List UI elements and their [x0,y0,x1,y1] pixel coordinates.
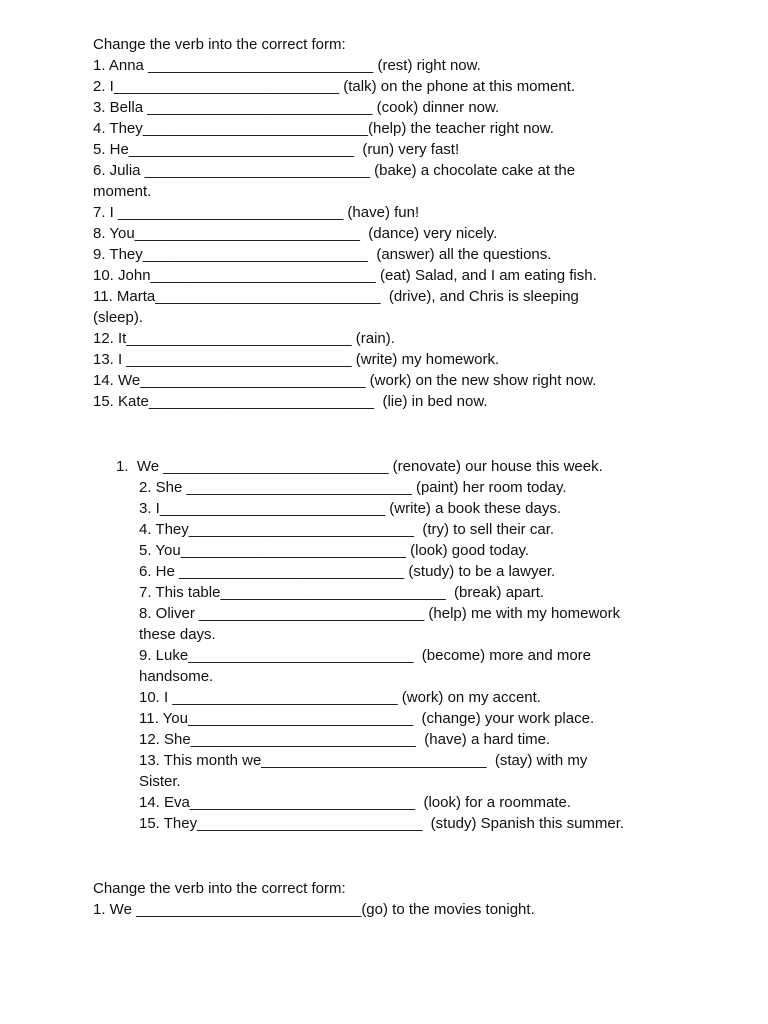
exercise-line: 15. They___________________________ (study) Spanish this summer. [139,815,625,832]
exercise-line: these days. [139,626,216,643]
exercise-line: 3. I___________________________ (write) a book these days. [139,500,561,517]
exercise-line: 5. He___________________________ (run) very fast! [93,141,460,158]
exercise-line: 9. Luke___________________________ (become) more and more [139,647,592,664]
exercise-line: 2. I___________________________ (talk) on the phone at this moment. [93,78,576,95]
exercise-line: (sleep). [93,309,144,326]
exercise-line: 14. Eva___________________________ (look) for a roommate. [139,794,571,811]
exercise-line: 15. Kate___________________________ (lie) in bed now. [93,393,488,410]
instruction-heading: Change the verb into the correct form: [93,36,346,53]
exercise-line: 10. I ___________________________ (work) on my accent. [139,689,541,706]
exercise-line: 5. You___________________________ (look) good today. [139,542,530,559]
exercise-line: 13. I ___________________________ (write) my homework. [93,351,500,368]
exercise-line: 7. I ___________________________ (have) fun! [93,204,420,221]
exercise-line: 14. We___________________________ (work) on the new show right now. [93,372,597,389]
exercise-line: 9. They___________________________ (answer) all the questions. [93,246,552,263]
exercise-section-2 [93,456,693,834]
exercise-line: 1. We ___________________________ (renovate) our house this week. [116,458,603,475]
exercise-line: 3. Bella ___________________________ (cook) dinner now. [93,99,500,116]
exercise-line: 8. You___________________________ (dance) very nicely. [93,225,498,242]
exercise-line: 1. Anna ___________________________ (rest) right now. [93,57,481,74]
exercise-section-3 [93,878,693,920]
exercise-line: 1. We ___________________________(go) to the movies tonight. [93,901,535,918]
instruction-heading: Change the verb into the correct form: [93,880,346,897]
exercise-line: 4. They___________________________ (try) to sell their car. [139,521,555,538]
exercise-line: 13. This month we___________________________ (stay) with my [139,752,588,769]
exercise-line: 6. He ___________________________ (study) to be a lawyer. [139,563,556,580]
exercise-line: 10. John___________________________ (eat) Salad, and I am eating fish. [93,267,597,284]
exercise-line: 11. You___________________________ (change) your work place. [139,710,595,727]
exercise-line: Sister. [139,773,181,790]
exercise-line: moment. [93,183,152,200]
exercise-section-1 [93,34,693,412]
exercise-line: 2. She ___________________________ (paint) her room today. [139,479,567,496]
exercise-line: 12. It___________________________ (rain). [93,330,395,347]
exercise-line: 4. They___________________________(help) the teacher right now. [93,120,554,137]
exercise-line: 6. Julia ___________________________ (bake) a chocolate cake at the [93,162,576,179]
exercise-line: 11. Marta___________________________ (drive), and Chris is sleeping [93,288,579,305]
exercise-line: handsome. [139,668,214,685]
exercise-line: 12. She___________________________ (have) a hard time. [139,731,551,748]
exercise-line: 8. Oliver ___________________________ (help) me with my homework [139,605,621,622]
exercise-line: 7. This table___________________________ (break) apart. [139,584,545,601]
